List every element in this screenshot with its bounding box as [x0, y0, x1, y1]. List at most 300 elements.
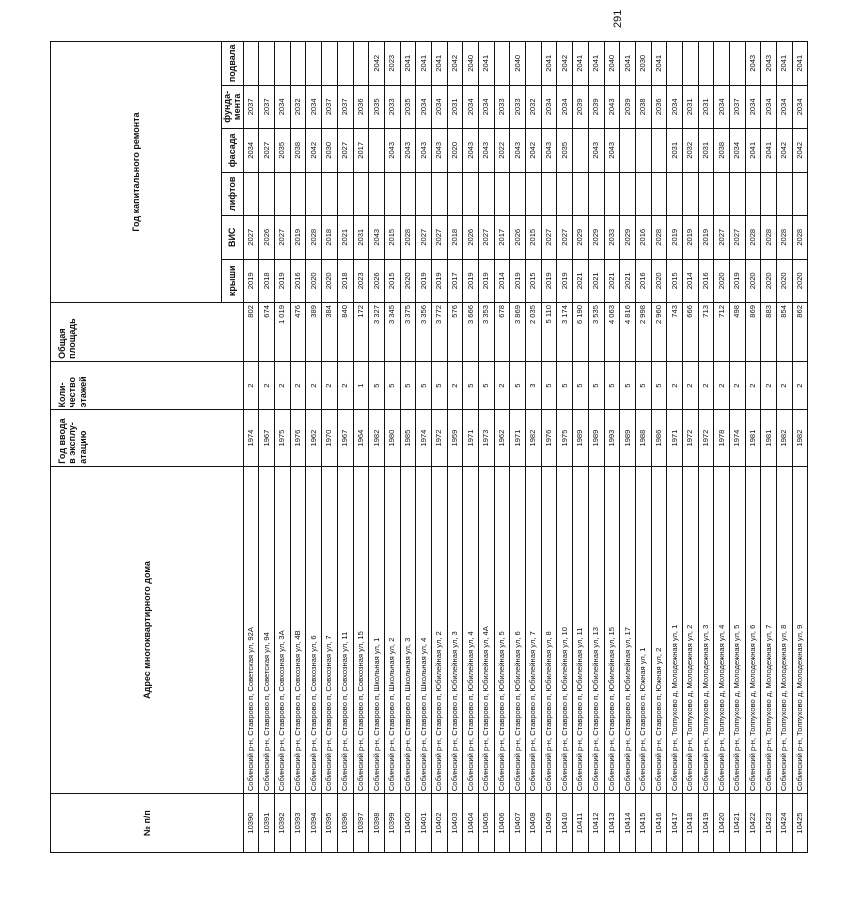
cell-area: 862: [792, 303, 808, 362]
cell-floors: 5: [510, 361, 526, 410]
cell-area: 883: [761, 303, 777, 362]
cell-roof: 2016: [635, 259, 651, 302]
cell-foundation: 2035: [400, 85, 416, 128]
cell-area: 3 666: [463, 303, 479, 362]
cell-vis: 2027: [541, 216, 557, 259]
cell-foundation: 2034: [541, 85, 557, 128]
cell-address: Собинский р-н, Ставрово п, Совхозная ул, 7: [322, 466, 338, 793]
cell-facade: 2041: [745, 129, 761, 172]
cell-basement: 2041: [588, 42, 604, 86]
cell-num: 10407: [510, 794, 526, 853]
cell-year: 1989: [620, 410, 636, 466]
cell-vis: 2018: [447, 216, 463, 259]
cell-facade: 2043: [416, 129, 432, 172]
cell-basement: 2041: [620, 42, 636, 86]
cell-basement: [682, 42, 698, 86]
cell-lift: [698, 172, 714, 215]
table-row: [730, 42, 746, 853]
cell-area: 3 345: [384, 303, 400, 362]
cell-facade: 2043: [588, 129, 604, 172]
cell-facade: 2031: [698, 129, 714, 172]
cell-basement: 2041: [400, 42, 416, 86]
cell-facade: 2042: [777, 129, 793, 172]
cell-floors: 2: [447, 361, 463, 410]
cell-lift: [761, 172, 777, 215]
header-roof: крыши: [222, 259, 244, 302]
repair-schedule-table: [50, 41, 808, 853]
cell-address: Собинский р-н, Ставрово п, Юбилейная ул, 13: [588, 466, 604, 793]
cell-lift: [431, 172, 447, 215]
cell-address: Собинский р-н, Ставрово п, Юбилейная ул, 8: [541, 466, 557, 793]
cell-lift: [290, 172, 306, 215]
cell-lift: [384, 172, 400, 215]
table-row: [384, 42, 400, 853]
cell-facade: 2043: [604, 129, 620, 172]
cell-roof: 2018: [259, 259, 275, 302]
cell-facade: 2038: [290, 129, 306, 172]
cell-num: 10412: [588, 794, 604, 853]
cell-lift: [337, 172, 353, 215]
cell-floors: 2: [761, 361, 777, 410]
cell-num: 10399: [384, 794, 400, 853]
cell-area: 743: [667, 303, 683, 362]
table-row: [369, 42, 385, 853]
cell-foundation: 2039: [588, 85, 604, 128]
cell-area: 678: [494, 303, 510, 362]
cell-area: 713: [698, 303, 714, 362]
cell-year: 1976: [541, 410, 557, 466]
cell-facade: [573, 129, 589, 172]
cell-floors: 2: [494, 361, 510, 410]
cell-vis: 2029: [573, 216, 589, 259]
table-row: [588, 42, 604, 853]
cell-facade: 2042: [792, 129, 808, 172]
header-num: № п/п: [51, 794, 244, 853]
cell-facade: 2020: [447, 129, 463, 172]
header-repair-year: Год капитального ремонта: [51, 42, 222, 303]
cell-vis: 2027: [275, 216, 291, 259]
cell-num: 10418: [682, 794, 698, 853]
cell-year: 1967: [259, 410, 275, 466]
cell-year: 1980: [384, 410, 400, 466]
cell-vis: 2029: [588, 216, 604, 259]
cell-basement: [526, 42, 542, 86]
header-lift: лифтов: [222, 172, 244, 215]
cell-year: 1976: [290, 410, 306, 466]
cell-address: Собинский р-н, Толпухово д, Молодежная ул, 8: [777, 466, 793, 793]
cell-roof: 2020: [400, 259, 416, 302]
cell-floors: 5: [557, 361, 573, 410]
cell-foundation: 2032: [290, 85, 306, 128]
cell-roof: 2019: [557, 259, 573, 302]
cell-roof: 2016: [290, 259, 306, 302]
cell-basement: 2042: [557, 42, 573, 86]
cell-address: Собинский р-н, Ставрово п, Совхозная ул, 11: [337, 466, 353, 793]
cell-vis: 2029: [620, 216, 636, 259]
cell-year: 1975: [557, 410, 573, 466]
cell-lift: [541, 172, 557, 215]
cell-area: 3 869: [510, 303, 526, 362]
cell-roof: 2020: [306, 259, 322, 302]
table-row: [526, 42, 542, 853]
cell-lift: [322, 172, 338, 215]
cell-foundation: 2036: [353, 85, 369, 128]
cell-foundation: 2043: [604, 85, 620, 128]
cell-facade: 2042: [526, 129, 542, 172]
cell-basement: [243, 42, 259, 86]
cell-address: Собинский р-н, Толпухово д, Молодежная ул, 7: [761, 466, 777, 793]
cell-facade: 2034: [730, 129, 746, 172]
cell-vis: 2026: [463, 216, 479, 259]
cell-address: Собинский р-н, Ставрово п, Советская ул, 92А: [243, 466, 259, 793]
cell-foundation: 2031: [682, 85, 698, 128]
cell-foundation: 2034: [557, 85, 573, 128]
table-row: [416, 42, 432, 853]
cell-basement: 2041: [651, 42, 667, 86]
cell-lift: [243, 172, 259, 215]
cell-area: 1 019: [275, 303, 291, 362]
cell-area: 712: [714, 303, 730, 362]
cell-num: 10410: [557, 794, 573, 853]
cell-facade: 2043: [431, 129, 447, 172]
cell-basement: 2041: [777, 42, 793, 86]
cell-floors: 5: [573, 361, 589, 410]
cell-num: 10416: [651, 794, 667, 853]
cell-roof: 2020: [745, 259, 761, 302]
header-basement: подвала: [222, 42, 244, 86]
cell-lift: [463, 172, 479, 215]
cell-area: 666: [682, 303, 698, 362]
cell-lift: [745, 172, 761, 215]
cell-num: 10413: [604, 794, 620, 853]
cell-roof: 2019: [431, 259, 447, 302]
cell-area: 854: [777, 303, 793, 362]
cell-vis: 2018: [322, 216, 338, 259]
cell-basement: [714, 42, 730, 86]
cell-foundation: 2032: [526, 85, 542, 128]
cell-vis: 2027: [416, 216, 432, 259]
cell-vis: 2028: [761, 216, 777, 259]
cell-area: 3 353: [479, 303, 495, 362]
table-container: [50, 41, 805, 853]
cell-num: 10425: [792, 794, 808, 853]
cell-area: 4 816: [620, 303, 636, 362]
cell-num: 10394: [306, 794, 322, 853]
cell-vis: 2031: [353, 216, 369, 259]
cell-address: Собинский р-н, Толпухово д, Молодежная ул, 5: [730, 466, 746, 793]
cell-address: Собинский р-н, Ставрово п, Юбилейная ул, 4: [463, 466, 479, 793]
cell-address: Собинский р-н, Ставрово п, Юбилейная ул, 5: [494, 466, 510, 793]
cell-lift: [306, 172, 322, 215]
cell-area: 389: [306, 303, 322, 362]
page-number: 291: [612, 9, 624, 28]
table-row: [479, 42, 495, 853]
cell-year: 1978: [714, 410, 730, 466]
cell-area: 498: [730, 303, 746, 362]
cell-lift: [635, 172, 651, 215]
table-row: [792, 42, 808, 853]
cell-address: Собинский р-н, Ставрово п, Школьная ул, 1: [369, 466, 385, 793]
cell-lift: [682, 172, 698, 215]
cell-roof: 2026: [369, 259, 385, 302]
cell-floors: 5: [620, 361, 636, 410]
cell-num: 10398: [369, 794, 385, 853]
table-row: [745, 42, 761, 853]
cell-foundation: 2034: [463, 85, 479, 128]
table-row: [541, 42, 557, 853]
table-row: [400, 42, 416, 853]
table-row: [714, 42, 730, 853]
cell-facade: 2043: [384, 129, 400, 172]
cell-foundation: 2033: [510, 85, 526, 128]
cell-roof: 2019: [463, 259, 479, 302]
cell-foundation: 2033: [494, 85, 510, 128]
cell-basement: 2043: [761, 42, 777, 86]
cell-address: Собинский р-н, Ставрово п, Юбилейная ул, 6: [510, 466, 526, 793]
cell-floors: 5: [384, 361, 400, 410]
cell-area: 2 035: [526, 303, 542, 362]
cell-roof: 2019: [730, 259, 746, 302]
cell-year: 1982: [777, 410, 793, 466]
cell-vis: 2016: [635, 216, 651, 259]
cell-year: 1974: [416, 410, 432, 466]
cell-num: 10395: [322, 794, 338, 853]
cell-address: Собинский р-н, Ставрово п, Совхозная ул, 6: [306, 466, 322, 793]
cell-num: 10417: [667, 794, 683, 853]
table-row: [651, 42, 667, 853]
cell-year: 1974: [730, 410, 746, 466]
cell-num: 10405: [479, 794, 495, 853]
cell-basement: [353, 42, 369, 86]
cell-num: 10390: [243, 794, 259, 853]
cell-roof: 2020: [651, 259, 667, 302]
cell-roof: 2019: [275, 259, 291, 302]
cell-facade: 2041: [761, 129, 777, 172]
cell-roof: 2015: [384, 259, 400, 302]
cell-facade: 2043: [510, 129, 526, 172]
cell-floors: 5: [541, 361, 557, 410]
cell-facade: 2032: [682, 129, 698, 172]
cell-year: 1981: [745, 410, 761, 466]
cell-facade: 2027: [259, 129, 275, 172]
cell-floors: 5: [479, 361, 495, 410]
cell-num: 10423: [761, 794, 777, 853]
header-year: Год ввода в эксплу-атацию: [51, 410, 244, 466]
cell-year: 1975: [275, 410, 291, 466]
cell-foundation: 2034: [416, 85, 432, 128]
cell-basement: 2030: [635, 42, 651, 86]
cell-foundation: 2039: [620, 85, 636, 128]
cell-lift: [557, 172, 573, 215]
cell-year: 1985: [400, 410, 416, 466]
table-row: [431, 42, 447, 853]
cell-floors: 5: [400, 361, 416, 410]
cell-vis: 2028: [745, 216, 761, 259]
cell-floors: 3: [526, 361, 542, 410]
cell-lift: [526, 172, 542, 215]
cell-floors: 2: [667, 361, 683, 410]
cell-basement: 2041: [792, 42, 808, 86]
cell-floors: 2: [259, 361, 275, 410]
table-row: [290, 42, 306, 853]
rotated-page: [50, 41, 862, 837]
cell-facade: [651, 129, 667, 172]
cell-floors: 2: [777, 361, 793, 410]
table-row: [259, 42, 275, 853]
cell-basement: 2040: [604, 42, 620, 86]
cell-vis: 2015: [526, 216, 542, 259]
cell-num: 10411: [573, 794, 589, 853]
cell-roof: 2018: [337, 259, 353, 302]
cell-basement: [275, 42, 291, 86]
cell-roof: 2019: [541, 259, 557, 302]
cell-year: 1970: [322, 410, 338, 466]
cell-foundation: 2034: [667, 85, 683, 128]
cell-area: 802: [243, 303, 259, 362]
cell-vis: 2019: [290, 216, 306, 259]
cell-floors: 5: [588, 361, 604, 410]
table-row: [243, 42, 259, 853]
cell-floors: 2: [322, 361, 338, 410]
cell-num: 10409: [541, 794, 557, 853]
cell-area: 6 190: [573, 303, 589, 362]
cell-basement: 2041: [479, 42, 495, 86]
cell-lift: [447, 172, 463, 215]
cell-area: 3 535: [588, 303, 604, 362]
cell-area: 3 327: [369, 303, 385, 362]
cell-address: Собинский р-н, Ставрово п, Совхозная ул, 3А: [275, 466, 291, 793]
cell-facade: 2031: [667, 129, 683, 172]
cell-basement: 2041: [416, 42, 432, 86]
table-row: [604, 42, 620, 853]
cell-year: 1971: [510, 410, 526, 466]
table-row: [682, 42, 698, 853]
cell-basement: 2040: [463, 42, 479, 86]
cell-floors: 2: [745, 361, 761, 410]
cell-year: 1986: [651, 410, 667, 466]
cell-area: 5 110: [541, 303, 557, 362]
cell-vis: 2027: [479, 216, 495, 259]
cell-year: 1959: [447, 410, 463, 466]
table-row: [620, 42, 636, 853]
cell-area: 4 063: [604, 303, 620, 362]
cell-floors: 5: [416, 361, 432, 410]
cell-vis: 2027: [431, 216, 447, 259]
cell-floors: 2: [290, 361, 306, 410]
cell-basement: 2042: [447, 42, 463, 86]
table-row: [463, 42, 479, 853]
cell-facade: 2022: [494, 129, 510, 172]
cell-address: Собинский р-н, Ставрово п, Школьная ул, 4: [416, 466, 432, 793]
cell-num: 10402: [431, 794, 447, 853]
cell-area: 3 356: [416, 303, 432, 362]
header-vis: ВИС: [222, 216, 244, 259]
cell-basement: [730, 42, 746, 86]
cell-address: Собинский р-н, Ставрово п, Юбилейная ул, 4А: [479, 466, 495, 793]
cell-facade: 2017: [353, 129, 369, 172]
cell-vis: 2027: [243, 216, 259, 259]
cell-basement: [290, 42, 306, 86]
table-row: [777, 42, 793, 853]
cell-area: 3 772: [431, 303, 447, 362]
cell-basement: [337, 42, 353, 86]
cell-num: 10404: [463, 794, 479, 853]
cell-num: 10393: [290, 794, 306, 853]
cell-num: 10424: [777, 794, 793, 853]
cell-lift: [275, 172, 291, 215]
table-row: [698, 42, 714, 853]
cell-address: Собинский р-н, Ставрово п, Совхозная ул, 4В: [290, 466, 306, 793]
cell-basement: [306, 42, 322, 86]
cell-basement: 2043: [745, 42, 761, 86]
cell-roof: 2021: [573, 259, 589, 302]
cell-vis: 2028: [792, 216, 808, 259]
cell-foundation: 2033: [384, 85, 400, 128]
cell-year: 1982: [792, 410, 808, 466]
cell-num: 10403: [447, 794, 463, 853]
cell-foundation: 2034: [745, 85, 761, 128]
cell-area: 384: [322, 303, 338, 362]
cell-num: 10392: [275, 794, 291, 853]
cell-lift: [400, 172, 416, 215]
cell-lift: [667, 172, 683, 215]
cell-address: Собинский р-н, Ставрово п, Советская ул, 94: [259, 466, 275, 793]
cell-year: 1989: [588, 410, 604, 466]
cell-foundation: 2035: [369, 85, 385, 128]
cell-vis: 2019: [698, 216, 714, 259]
cell-facade: 2030: [322, 129, 338, 172]
cell-basement: 2042: [369, 42, 385, 86]
cell-address: Собинский р-н, Толпухово д, Молодежная ул, 1: [667, 466, 683, 793]
cell-facade: 2034: [243, 129, 259, 172]
cell-vis: 2019: [667, 216, 683, 259]
cell-year: 1989: [573, 410, 589, 466]
cell-facade: 2043: [479, 129, 495, 172]
cell-num: 10422: [745, 794, 761, 853]
cell-floors: 2: [275, 361, 291, 410]
header-area: Общая площадь: [51, 303, 244, 362]
cell-address: Собинский р-н, Толпухово д, Молодежная ул, 6: [745, 466, 761, 793]
header-floors: Коли-чество этажей: [51, 361, 244, 410]
cell-lift: [588, 172, 604, 215]
cell-address: Собинский р-н, Ставрово п, Школьная ул, 2: [384, 466, 400, 793]
cell-roof: 2019: [243, 259, 259, 302]
cell-num: 10408: [526, 794, 542, 853]
table-row: [667, 42, 683, 853]
cell-facade: 2043: [541, 129, 557, 172]
cell-floors: 2: [792, 361, 808, 410]
cell-vis: 2026: [259, 216, 275, 259]
cell-basement: [322, 42, 338, 86]
cell-lift: [510, 172, 526, 215]
cell-foundation: 2034: [275, 85, 291, 128]
cell-lift: [479, 172, 495, 215]
table-row: [573, 42, 589, 853]
cell-address: Собинский р-н, Ставрово п, Юбилейная ул, 15: [604, 466, 620, 793]
cell-year: 1988: [635, 410, 651, 466]
cell-lift: [494, 172, 510, 215]
cell-facade: 2027: [337, 129, 353, 172]
header-foundation: фунда-мента: [222, 85, 244, 128]
cell-year: 1972: [698, 410, 714, 466]
cell-year: 1962: [494, 410, 510, 466]
cell-facade: 2038: [714, 129, 730, 172]
cell-roof: 2021: [588, 259, 604, 302]
cell-facade: 2035: [275, 129, 291, 172]
cell-lift: [777, 172, 793, 215]
cell-num: 10396: [337, 794, 353, 853]
cell-year: 1962: [306, 410, 322, 466]
